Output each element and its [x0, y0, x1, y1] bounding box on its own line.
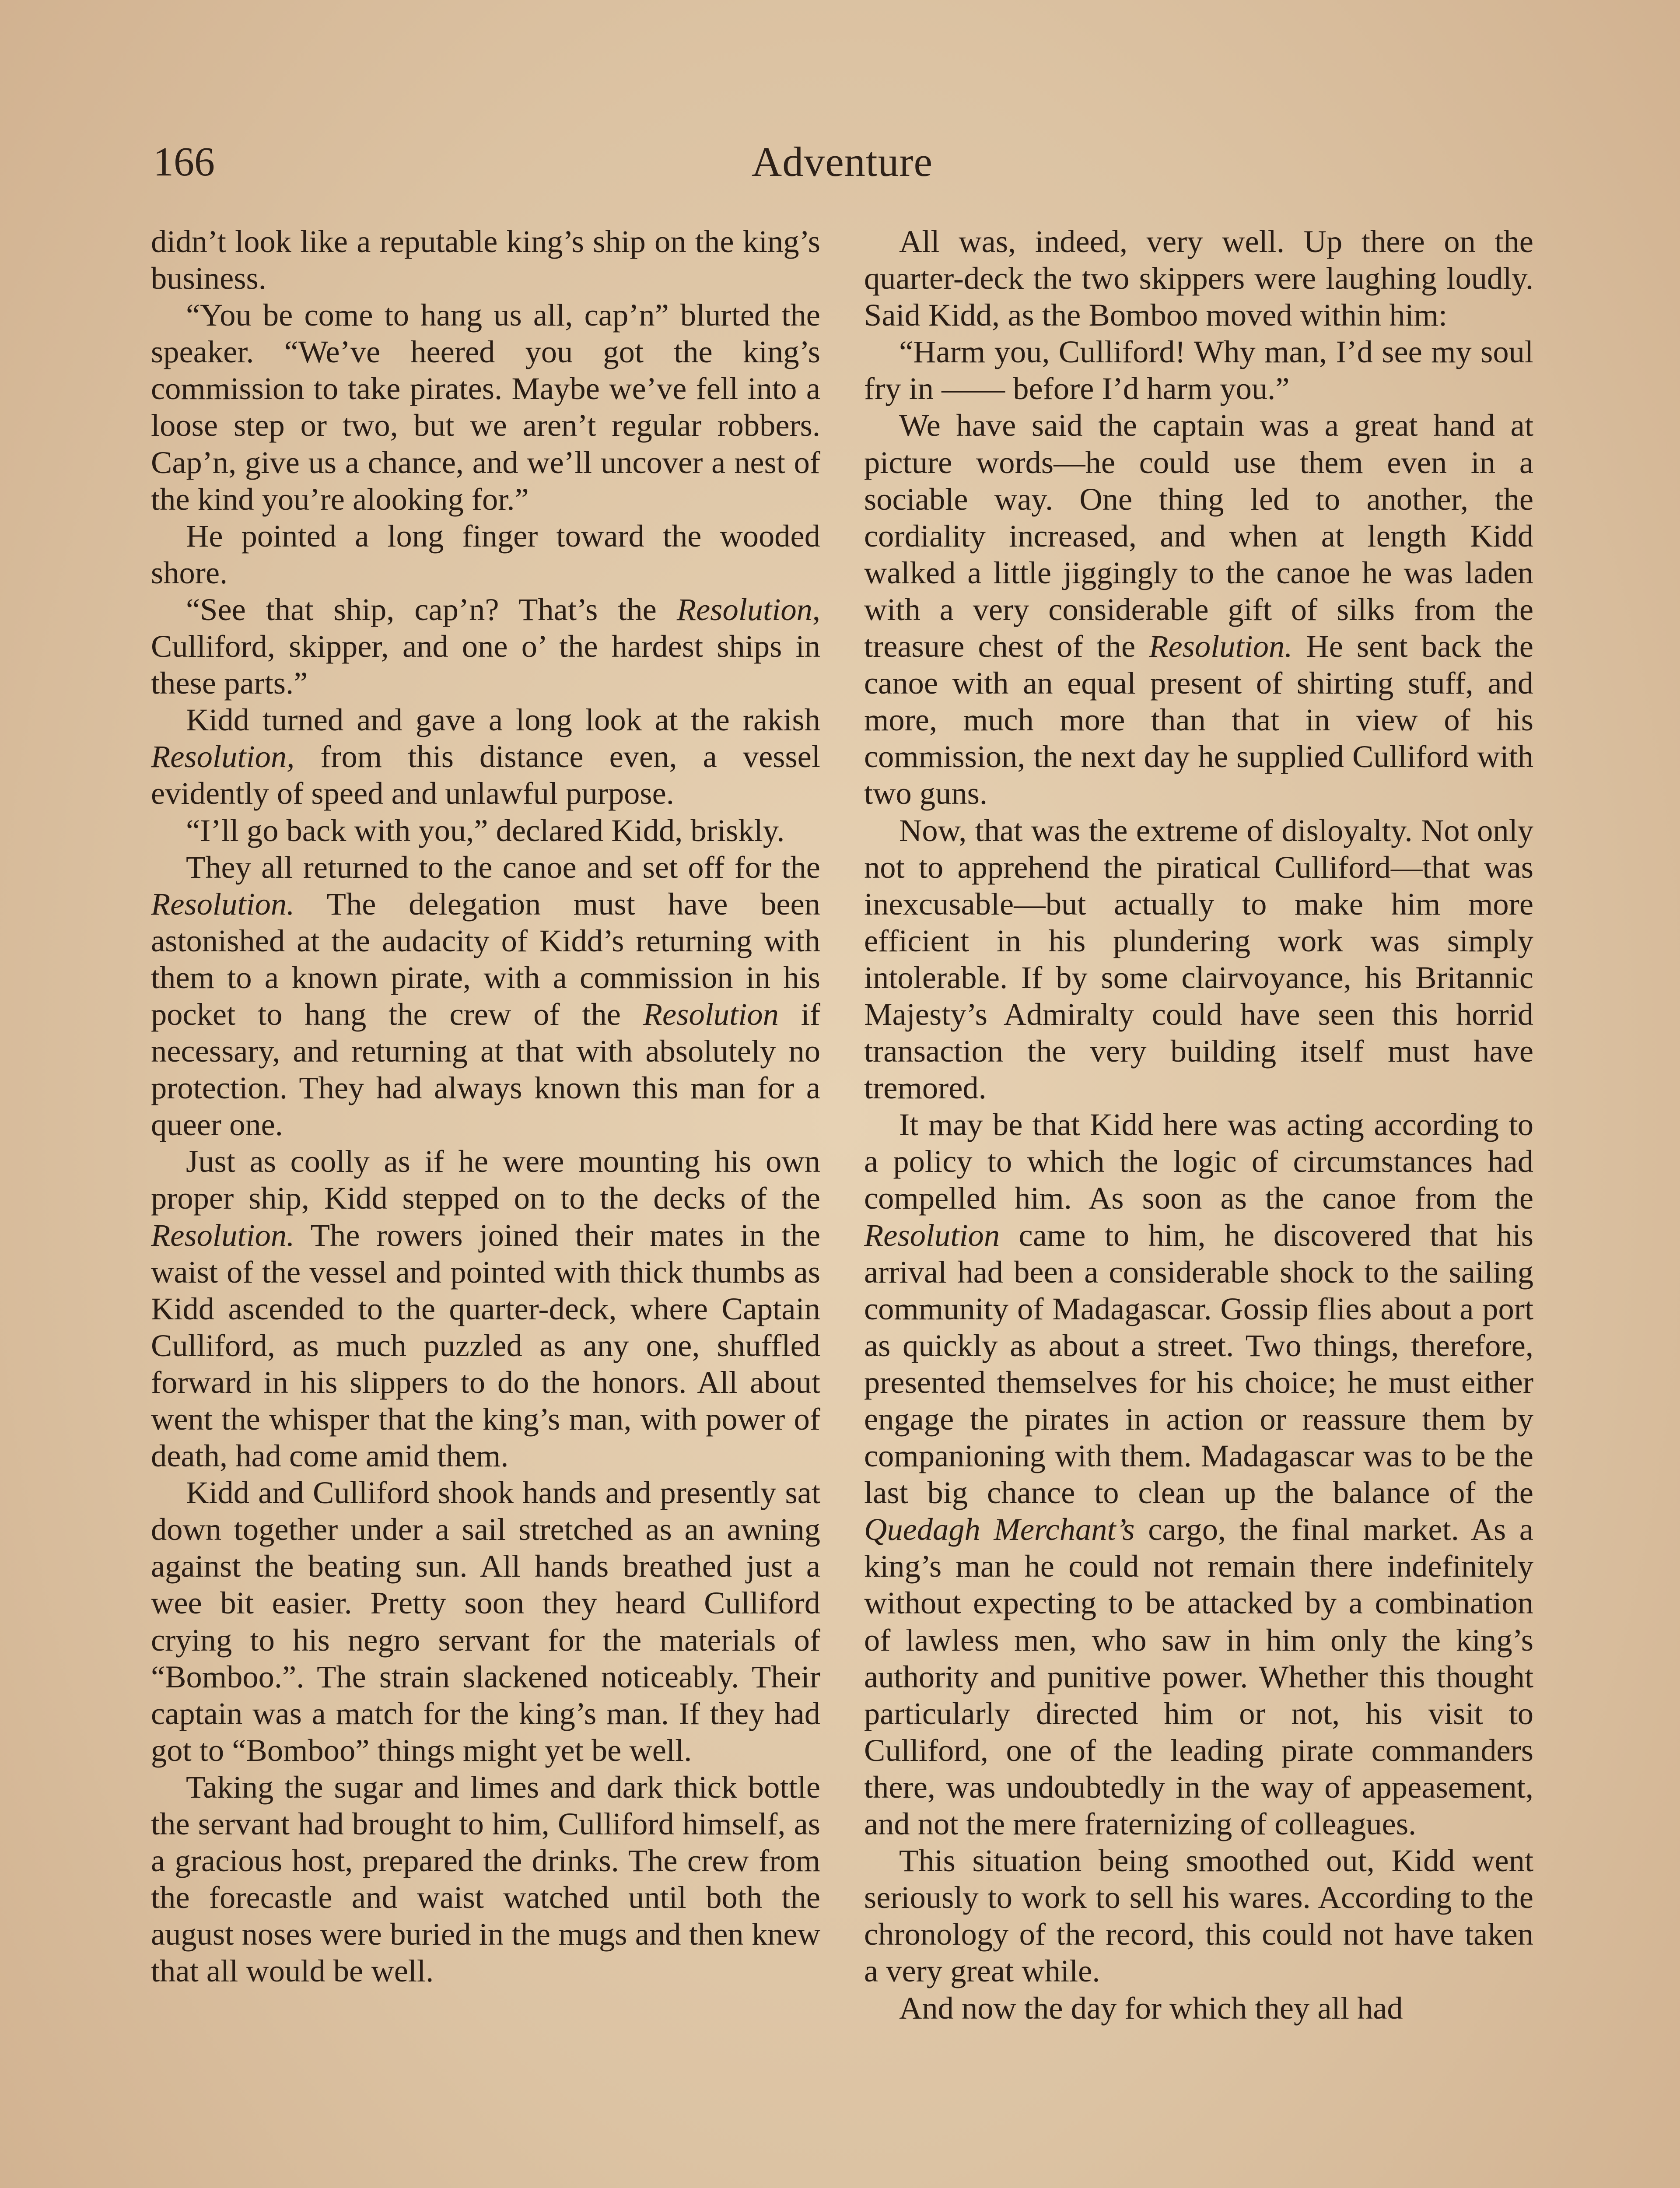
- paragraph: “You be come to hang us all, cap’n” blurted the speaker. “We’ve heered you got the king’s commission to take pirates. Maybe we’ve fell into a loose step or two, but we aren’t regular robbers. Cap’n, give us a chance, and we’ll uncover a nest of the kind you’re alooking for.”: [151, 297, 820, 517]
- text-run: It may be that Kidd here was acting according to a policy to which the logic of circumstances had compelled him. As soon as the canoe from the: [864, 1107, 1533, 1216]
- page-number: 166: [153, 139, 215, 185]
- paragraph: [864, 1106, 1533, 1842]
- paragraph: He pointed a long finger toward the wooded shore.: [151, 518, 820, 590]
- paragraph: “I’ll go back with you,” declared Kidd, briskly.: [186, 812, 785, 848]
- text-run: from this distance even, a vessel evidently of speed and unlawful purpose.: [151, 739, 820, 811]
- italic-ship-name: Resolution: [864, 1217, 1000, 1253]
- right-column: [864, 223, 1533, 2188]
- running-head: Adventure: [751, 138, 933, 185]
- paragraph: This situation being smoothed out, Kidd went seriously to work to sell his wares. According to the chronology of the record, this could not have taken a very great while.: [864, 1843, 1533, 1989]
- text-run: We have said the captain was a great hand at picture words—he could use them even in a sociable way. One thing led to another, the cordiality increased, and when at length Kidd walked a little jiggingly to the canoe he was laden with a very considerable gift of silks from the treasure chest of the: [864, 407, 1533, 664]
- left-column: [151, 223, 820, 2188]
- paragraph: Taking the sugar and limes and dark thick bottle the servant had brought to him, Culliford himself, as a gracious host, prepared the drinks. The crew from the forecastle and waist watched until both the august noses were buried in the mugs and then knew that all would be well.: [151, 1769, 820, 1989]
- italic-ship-name: Quedagh Merchant’s: [864, 1511, 1135, 1547]
- text-run: They all returned to the canoe and set off for the: [186, 849, 820, 885]
- page-header: [153, 131, 1531, 193]
- text-run: Kidd turned and gave a long look at the rakish: [186, 702, 820, 738]
- text-run: Just as coolly as if he were mounting his own proper ship, Kidd stepped on to the decks of the: [151, 1143, 820, 1216]
- italic-ship-name: Resolution.: [1149, 628, 1293, 664]
- paragraph: [151, 701, 820, 812]
- italic-ship-name: Resolution.: [151, 1217, 295, 1253]
- italic-ship-name: Resolution: [643, 996, 779, 1032]
- text-run: The delegation must have been astonished at the audacity of Kidd’s returning with them to a known pirate, with a commission in his pocket to hang the crew of the: [151, 886, 820, 1032]
- text-run: , Culliford, skipper, and one o’ the hardest ships in these parts.”: [151, 591, 820, 701]
- paragraph: All was, indeed, very well. Up there on the quarter-deck the two skippers were laughing loudly. Said Kidd, as the Bomboo moved within him:: [864, 224, 1533, 333]
- text-run: “See that ship, cap’n? That’s the: [186, 591, 677, 627]
- text-run: if necessary, and returning at that with absolutely no protection. They had always known this man for a queer one.: [151, 996, 820, 1143]
- paragraph: didn’t look like a reputable king’s ship on the king’s business.: [151, 224, 820, 296]
- paragraph: “Harm you, Culliford! Why man, I’d see my soul fry in —— before I’d harm you.”: [864, 334, 1533, 407]
- italic-ship-name: Resolution.: [151, 886, 295, 922]
- text-run: The rowers joined their mates in the waist of the vessel and pointed with thick thumbs as Kidd ascended to the quarter-deck, where Captain Culliford, as much puzzled as any one, shuffled forward in his slippers to do the honors. All about went the whisper that the king’s man, with power of death, had come amid them.: [151, 1217, 820, 1474]
- text-run: cargo, the final market. As a king’s man he could not remain there indefinitely without expecting to be attacked by a combination of lawless men, who saw in him only the king’s authority and punitive power. Whether this thought particularly directed him or not, his visit to Culliford, one of the leading pirate commanders there, was undoubtedly in the way of appeasement, and not the mere fraternizing of colleagues.: [864, 1511, 1533, 1842]
- paragraph: [864, 407, 1533, 812]
- text-run: He sent back the canoe with an equal present of shirting stuff, and more, much more than that in view of his commission, the next day he supplied Culliford with two guns.: [864, 628, 1533, 811]
- paragraph: And now the day for which they all had: [899, 1990, 1403, 2026]
- italic-ship-name: Resolution,: [151, 739, 295, 775]
- paragraph: [151, 591, 820, 701]
- paragraph: [151, 849, 820, 1143]
- text-run: came to him, he discovered that his arrival had been a considerable shock to the sailing community of Madagascar. Gossip flies about a port as quickly as about a street. Two things, therefore, presented themselves for his choice; he must either engage the pirates in action or reassure them by companioning with them. Madagascar was to be the last big chance to clean up the balance of the: [864, 1217, 1533, 1511]
- paragraph: Now, that was the extreme of disloyalty. Not only not to apprehend the piratical Culliford—that was inexcusable—but actually to make him more efficient in his plundering work was simply intolerable. If by some clairvoyance, his Britannic Majesty’s Admiralty could have seen this horrid transaction the very building itself must have tremored.: [864, 812, 1533, 1106]
- italic-ship-name: Resolution: [676, 591, 812, 627]
- paragraph: [151, 1143, 820, 1474]
- paragraph: Kidd and Culliford shook hands and presently sat down together under a sail stretched as an awning against the beating sun. All hands breathed just a wee bit easier. Pretty soon they heard Culliford crying to his negro servant for the materials of “Bomboo.”. The strain slackened noticeably. Their captain was a match for the king’s man. If they had got to “Bomboo” things might yet be well.: [151, 1475, 820, 1768]
